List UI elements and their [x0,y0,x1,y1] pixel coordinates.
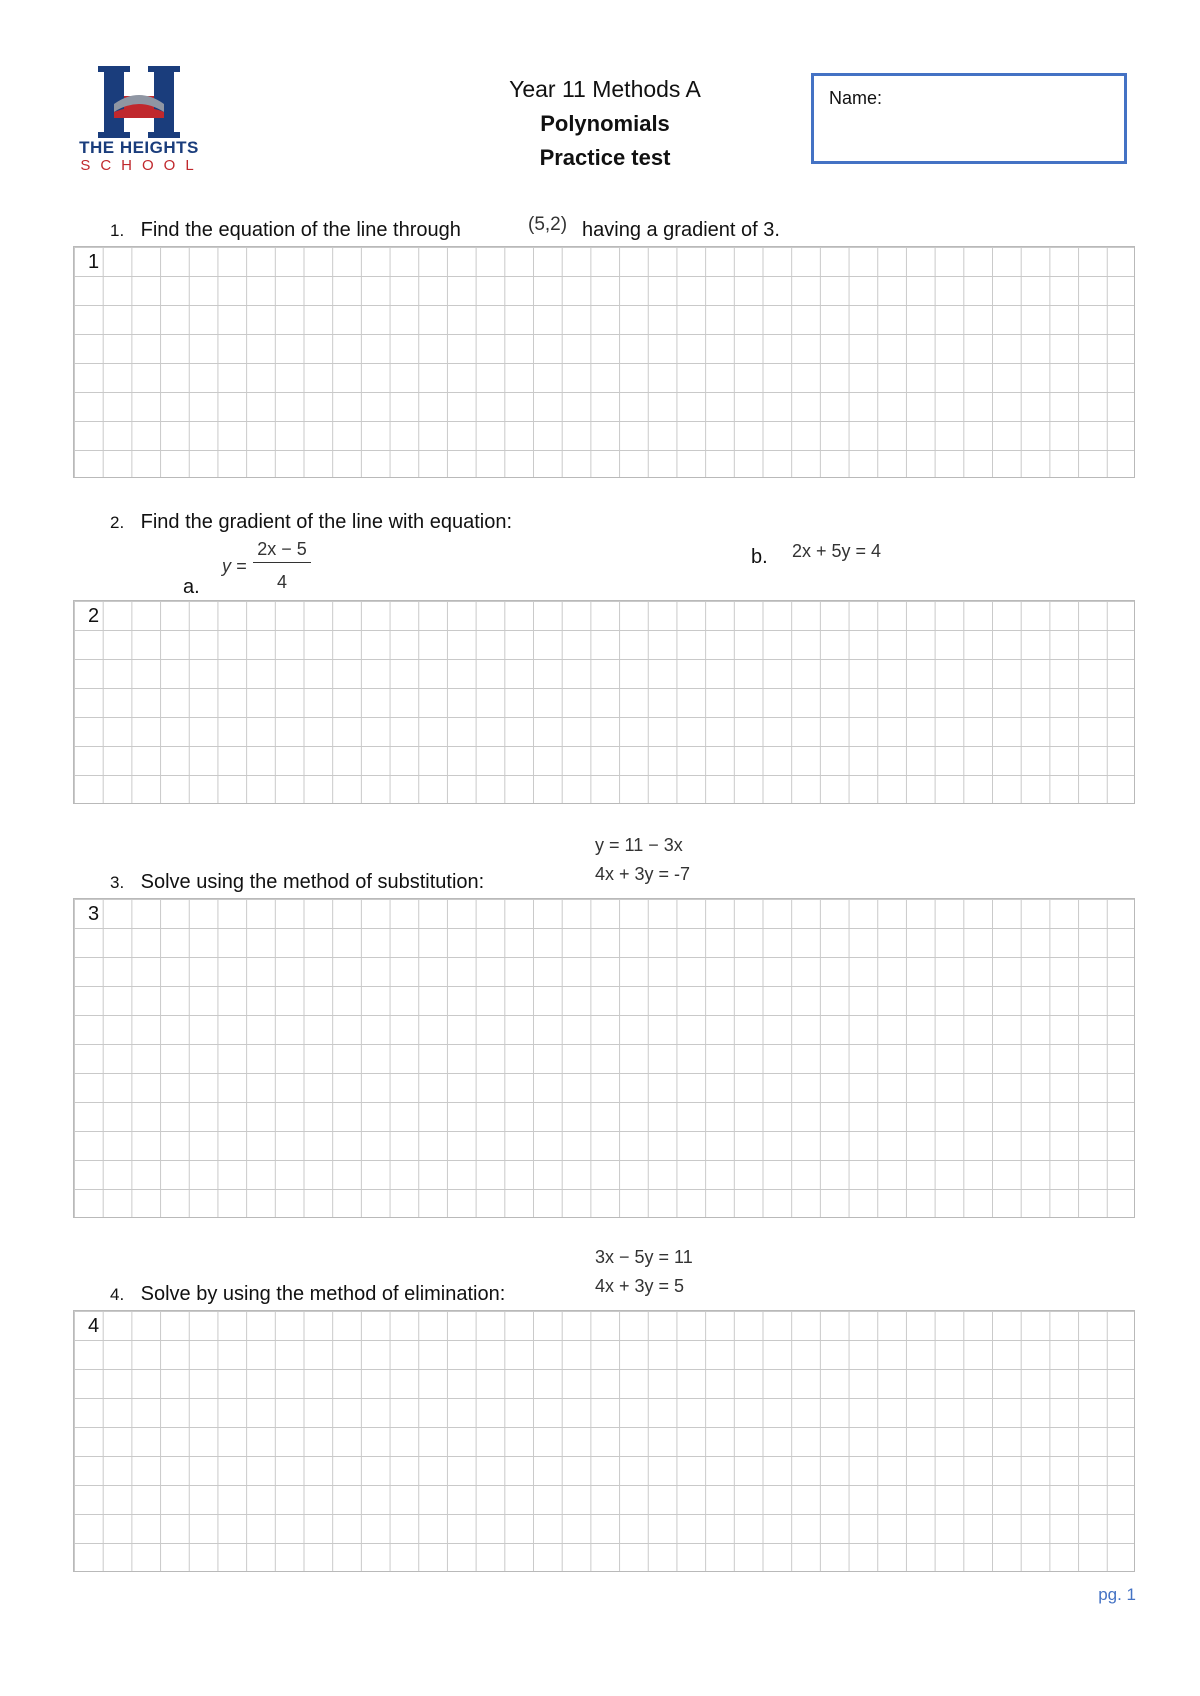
question-number: 1. [110,221,125,240]
grid-label: 1 [88,251,100,273]
answer-grid-3[interactable] [73,898,1135,1218]
name-box[interactable] [811,73,1127,164]
question-text: Find the gradient of the line with equation: [140,511,512,533]
question-3 [110,871,484,894]
question-1-point: (5,2) [528,214,568,235]
question-1-text-after: having a gradient of 3. [582,219,780,241]
question-4-equation-1: 3x − 5y = 11 [595,1247,693,1267]
part-b-label: b. [751,546,768,568]
school-crest-icon [74,66,204,138]
part-a-lhs [222,556,247,577]
logo-text-school: SCHOOL [80,157,204,174]
part-b-equation: 2x + 5y = 4 [792,541,882,561]
question-text: Solve by using the method of elimination: [140,1283,506,1305]
answer-grid-1[interactable] [73,246,1135,478]
grid-label: 2 [88,605,100,627]
answer-grid-2[interactable] [73,600,1135,804]
test-subtitle: Practice test [539,145,671,170]
part-a-lhs-text: y = [222,556,247,576]
question-4 [110,1283,505,1306]
part-a-numerator: 2x − 5 [253,539,311,563]
question-number: 2. [110,513,125,532]
page-number: pg. 1 [1098,1585,1136,1604]
part-a-label: a. [183,576,200,598]
question-1 [110,219,461,242]
answer-grid-4[interactable] [73,1310,1135,1572]
topic-title: Polynomials [540,111,670,136]
logo-text-heights: THE HEIGHTS [79,138,199,157]
question-2 [110,511,512,534]
grid-label: 3 [88,903,100,925]
question-text: Find the equation of the line through [140,219,461,241]
question-text: Solve using the method of substitution: [140,871,485,893]
grid-label: 4 [88,1315,100,1337]
course-title: Year 11 Methods A [509,76,701,102]
part-a-denominator: 4 [276,572,287,592]
question-3-equation-1: y = 11 − 3x [595,835,683,855]
question-3-equation-2: 4x + 3y = -7 [595,864,691,884]
question-number: 4. [110,1285,125,1304]
school-logo [74,66,204,178]
question-number: 3. [110,873,125,892]
question-4-equation-2: 4x + 3y = 5 [595,1276,685,1296]
name-label: Name: [829,88,883,108]
